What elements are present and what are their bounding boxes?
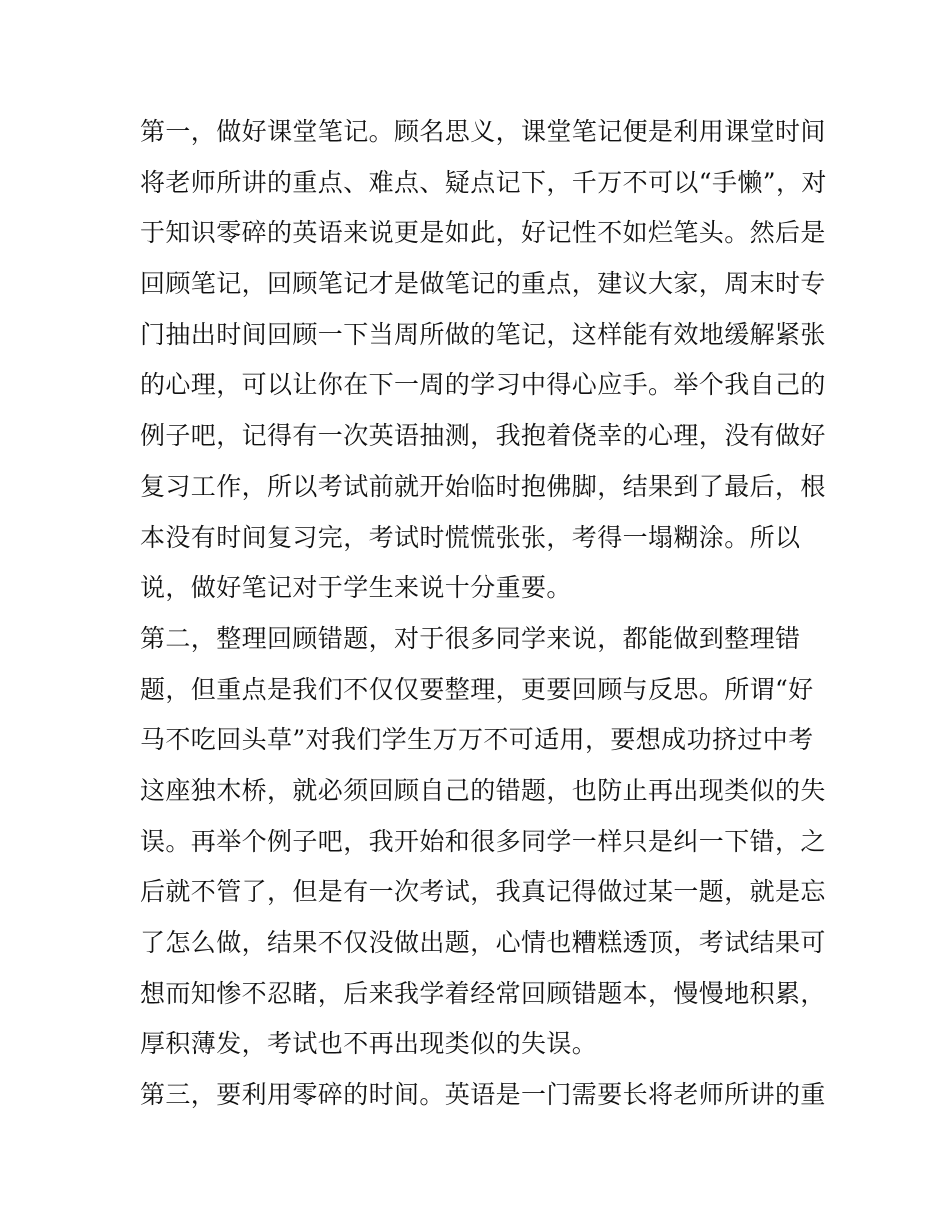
text-line: 第二，整理回顾错题，对于很多同学来说，都能做到整理错 [140,623,801,653]
text-line: 题，但重点是我们不仅仅要整理，更要回顾与反思。所谓“好 [140,674,814,704]
text-line: 例子吧，记得有一次英语抽测，我抱着侥幸的心理，没有做好 [140,421,826,451]
text-line: 本没有时间复习完，考试时慌慌张张，考得一塌糊涂。所以 [140,522,801,552]
text-line: 门抽出时间回顾一下当周所做的笔记，这样能有效地缓解紧张 [140,319,826,349]
text-line: 回顾笔记，回顾笔记才是做笔记的重点，建议大家，周末时专 [140,269,826,299]
text-line: 于知识零碎的英语来说更是如此，好记性不如烂笔头。然后是 [140,218,826,248]
text-line: 想而知惨不忍睹，后来我学着经常回顾错题本，慢慢地积累， [140,978,826,1008]
text-line: 说，做好笔记对于学生来说十分重要。 [140,573,572,603]
text-line: 厚积薄发，考试也不再出现类似的失误。 [140,1029,598,1059]
text-line: 这座独木桥，就必须回顾自己的错题，也防止再出现类似的失 [140,775,826,805]
text-line: 的心理，可以让你在下一周的学习中得心应手。举个我自己的 [140,370,826,400]
text-line: 复习工作，所以考试前就开始临时抱佛脚，结果到了最后，根 [140,471,826,501]
text-line: 第一，做好课堂笔记。顾名思义，课堂笔记便是利用课堂时间 [140,117,826,146]
text-line: 后就不管了，但是有一次考试，我真记得做过某一题，就是忘 [140,877,826,907]
text-line: 将老师所讲的重点、难点、疑点记下，千万不可以“手懒”，对 [140,167,827,197]
text-line: 马不吃回头草”对我们学生万万不可适用，要想成功挤过中考 [140,725,814,755]
document-body [140,107,827,1121]
text-line: 第三，要利用零碎的时间。英语是一门需要长将老师所讲的重 [140,1080,826,1110]
text-line: 误。再举个例子吧，我开始和很多同学一样只是纠一下错，之 [140,826,826,856]
text-line: 了怎么做，结果不仅没做出题，心情也糟糕透顶，考试结果可 [140,928,826,957]
